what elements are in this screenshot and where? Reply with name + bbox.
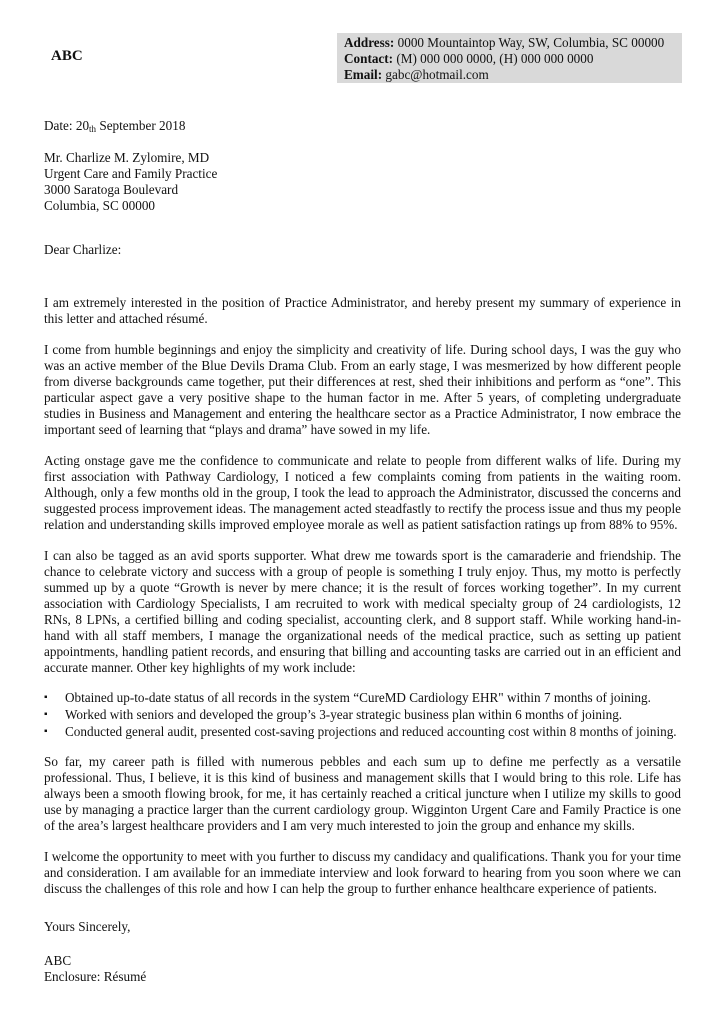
- letter-date: [44, 118, 681, 135]
- address-label: Address:: [344, 35, 395, 50]
- list-item: [44, 689, 681, 706]
- sender-name: ABC: [51, 48, 83, 64]
- address-line: [344, 35, 682, 51]
- contact-line: [344, 51, 682, 67]
- highlights-list: [44, 689, 681, 740]
- list-item: [44, 723, 681, 740]
- bullet-icon: ▪: [44, 709, 48, 720]
- list-item: [44, 706, 681, 723]
- recipient-line: 3000 Saratoga Boulevard: [44, 182, 179, 197]
- contact-label: Contact:: [344, 51, 394, 66]
- recipient-line: Mr. Charlize M. Zylomire, MD: [44, 150, 210, 165]
- contact-value: (M) 000 000 0000, (H) 000 000 0000: [396, 51, 594, 66]
- enclosure: Enclosure: Résumé: [44, 969, 147, 984]
- letter-body: [44, 118, 681, 985]
- paragraph: Acting onstage gave me the confidence to communicate and relate to people from different walks of life. During my first association with Pathway Cardiology, I noticed a few complaints coming from patients in the waiting room. Although, only a few months old in the group, I took the lead to approach the Administrator, discussed the concerns and suggested process improvement ideas. The management acted steadfastly to rectify the process issue and thus my people relation and understanding skills improved employee morale as well as patient satisfaction ratings up from 88% to 95%.: [44, 453, 681, 532]
- address-value: 0000 Mountaintop Way, SW, Columbia, SC 00000: [397, 35, 665, 50]
- email-label: Email:: [344, 67, 383, 82]
- paragraph: So far, my career path is filled with numerous pebbles and each sum up to define me perfectly as a versatile professional. Thus, I believe, it is this kind of business and management skills that I would bring to this role. Life has always been a smooth flowing brook, for me, it has certainly reached a critical juncture when I utilize my skills to good use by managing a practice larger than the current cardiology group. Wigginton Urgent Care and Family Practice is one of the area’s largest healthcare providers and I am very much interested to join the group and enhance my skills.: [44, 754, 681, 833]
- paragraph: I welcome the opportunity to meet with you further to discuss my candidacy and qualifications. Thank you for your time and consideration. I am available for an immediate interview and look forward to hearing from you soon where we can discuss the challenges of this role and how I can help the group to further enhance healthcare experience of patients.: [44, 849, 681, 896]
- recipient-address: [44, 150, 681, 214]
- highlight-text: Obtained up-to-date status of all records in the system “CureMD Cardiology EHR" within 7 months of joining.: [65, 690, 651, 705]
- email-line: [344, 67, 682, 83]
- bullet-icon: ▪: [44, 726, 48, 737]
- contact-box: [337, 33, 682, 83]
- salutation: Dear Charlize:: [44, 242, 122, 257]
- highlight-text: Conducted general audit, presented cost-saving projections and reduced accounting cost within 8 months of joining.: [65, 724, 677, 739]
- date-rest: September 2018: [96, 118, 186, 133]
- paragraph: I come from humble beginnings and enjoy the simplicity and creativity of life. During school days, I was the guy who was an active member of the Blue Devils Drama Club. From an early stage, I was mesmerized by how different people from diverse backgrounds came together, put their differences at rest, shed their inhibitions and perform as “one”. This particular aspect gave a very positive shape to the human factor in me. After 5 years, of completing undergraduate studies in Business and Management and entering the healthcare sector as a Practice Administrator, I now embrace the important seed of learning that “plays and drama” have sowed in my life.: [44, 342, 681, 437]
- recipient-line: Urgent Care and Family Practice: [44, 166, 218, 181]
- paragraph: I am extremely interested in the position of Practice Administrator, and hereby present my summary of experience in this letter and attached résumé.: [44, 295, 681, 326]
- recipient-line: Columbia, SC 00000: [44, 198, 156, 213]
- signature: ABC: [44, 953, 72, 968]
- date-prefix: Date: 20: [44, 118, 90, 133]
- paragraph: I can also be tagged as an avid sports supporter. What drew me towards sport is the camaraderie and friendship. The chance to celebrate victory and success with a group of people is something I truly enjoy. Thus, my motto is perfectly summed up by a quote “Growth is never by mere chance; it is the result of forces working together”. In my current association with Cardiology Specialists, I am recruited to work with medical specialty group of 24 cardiologists, 12 RNs, 8 LPNs, a certified billing and coding specialist, accounting clerk, and 8 support staff. While working hand-in-hand with all staff members, I manage the organizational needs of the medical practice, such as setting up patient appointments, handling patient records, and ensuring that billing and accounting tasks are carried out in an efficient and accurate manner. Other key highlights of my work include:: [44, 548, 681, 675]
- closing: Yours Sincerely,: [44, 919, 131, 934]
- date-suffix: th: [89, 124, 97, 134]
- email-value: gabc@hotmail.com: [385, 67, 489, 82]
- bullet-icon: ▪: [44, 692, 48, 703]
- highlight-text: Worked with seniors and developed the group’s 3-year strategic business plan within 6 months of joining.: [65, 707, 623, 722]
